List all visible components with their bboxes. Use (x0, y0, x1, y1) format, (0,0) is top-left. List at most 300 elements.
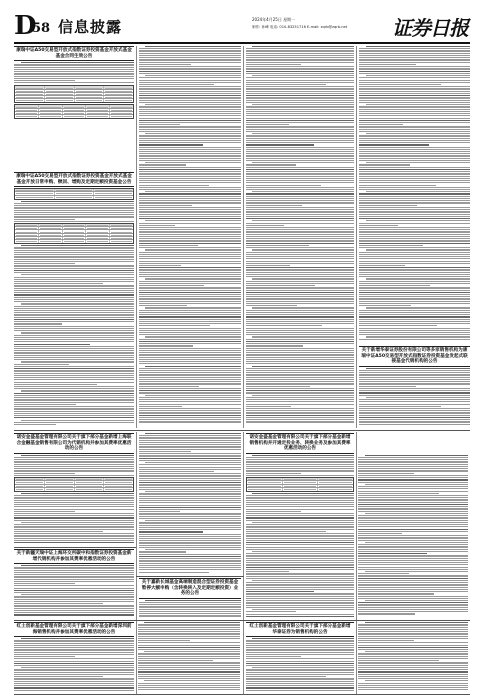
text-line (359, 377, 470, 378)
text-line (359, 334, 470, 335)
text-line (246, 535, 354, 536)
text-line (246, 475, 354, 476)
text-line (145, 75, 241, 76)
text-line (139, 120, 241, 121)
text-line (359, 223, 470, 224)
table-cell (15, 105, 39, 107)
text-line (139, 370, 241, 371)
text-line (138, 647, 240, 648)
text-line (246, 383, 354, 384)
text-line (359, 55, 470, 56)
text-line (359, 265, 405, 266)
text-line (14, 583, 75, 584)
text-line (359, 187, 470, 188)
text-line (139, 547, 241, 548)
text-line (139, 408, 241, 409)
text-line (252, 278, 354, 279)
text-line (14, 459, 134, 460)
text-line (358, 493, 439, 494)
text-line (246, 247, 354, 248)
text-line (14, 579, 134, 580)
text-line (246, 198, 354, 199)
text-line (246, 685, 354, 686)
text-line (139, 55, 241, 56)
text-line (139, 138, 241, 139)
text-line (14, 346, 134, 347)
text-line (246, 649, 354, 650)
text-line (246, 652, 354, 653)
text-line (139, 160, 241, 161)
text-line (246, 562, 354, 563)
text-line (139, 569, 241, 570)
text-line (358, 602, 468, 603)
table-cell (15, 234, 39, 236)
text-line (139, 467, 241, 468)
table-cell (110, 105, 133, 107)
table-cell (104, 96, 133, 98)
table-cell (15, 237, 39, 239)
text-line (139, 80, 241, 81)
text-line (246, 690, 354, 691)
text-line (252, 336, 354, 337)
text-line (138, 678, 240, 679)
text-line (359, 64, 416, 65)
text-line (139, 498, 241, 499)
article-body (139, 433, 241, 573)
article-body (14, 493, 134, 543)
text-line (358, 491, 468, 492)
text-line (144, 622, 240, 623)
text-line (139, 86, 241, 87)
text-line (138, 656, 240, 657)
text-line (246, 227, 354, 228)
text-line (14, 299, 134, 300)
text-line (246, 379, 354, 380)
text-line (139, 113, 241, 114)
column-divider (136, 46, 137, 428)
text-line (139, 361, 241, 362)
text-line (139, 415, 241, 416)
text-line (358, 647, 468, 648)
table-cell (86, 230, 110, 232)
text-line (139, 301, 241, 302)
text-line (14, 272, 134, 273)
text-line (359, 312, 470, 313)
text-line (139, 62, 241, 63)
text-line (139, 374, 241, 375)
text-line (359, 372, 470, 373)
text-line (139, 97, 241, 98)
text-line (139, 198, 241, 199)
text-line (359, 269, 470, 270)
column-divider (356, 46, 357, 428)
text-line (358, 604, 468, 605)
text-line (139, 292, 241, 293)
text-line (246, 593, 354, 594)
text-line (359, 316, 470, 317)
text-line (139, 511, 180, 512)
text-line (246, 332, 354, 333)
text-line (358, 596, 468, 597)
text-line (359, 374, 470, 375)
text-line (359, 173, 470, 174)
article-title: 康瑞中证A50交易型开放式指数证券投资基金开放式基金基金开放日常申购、赎回、增购及定期定额投资基金公告 (16, 174, 132, 185)
text-line (359, 216, 470, 217)
text-line (358, 645, 468, 646)
text-line (246, 372, 354, 373)
text-line (246, 576, 354, 577)
text-line (246, 506, 354, 507)
table-cell (283, 485, 319, 487)
text-line (139, 263, 241, 264)
text-line (14, 513, 134, 514)
text-line (139, 180, 241, 181)
text-line (139, 82, 241, 83)
text-line (14, 603, 103, 604)
table-cell (283, 481, 319, 483)
table-cell (75, 90, 105, 92)
text-line (246, 674, 354, 675)
table-cell (86, 109, 110, 111)
article-title: 红土创新基金管理有限公司关于旗下部分基金新增华泰证券为销售机构的公告 (249, 624, 351, 635)
text-line (359, 404, 470, 405)
text-line (359, 171, 470, 172)
table-cell (45, 478, 75, 480)
text-line (358, 506, 468, 507)
text-line (139, 567, 241, 568)
text-line (358, 533, 402, 534)
text-line (138, 629, 240, 630)
text-line (14, 219, 75, 220)
table-cell (15, 109, 39, 111)
text-line (246, 218, 354, 219)
text-line (14, 71, 134, 72)
text-line (359, 406, 441, 407)
text-line (14, 690, 134, 691)
text-line (14, 344, 90, 345)
text-line (246, 654, 354, 655)
text-line (252, 638, 354, 639)
text-line (246, 323, 354, 324)
table-cell (247, 488, 283, 491)
text-line (366, 336, 470, 337)
text-line (14, 408, 134, 409)
text-line (246, 100, 354, 101)
text-line (139, 272, 241, 273)
text-line (359, 399, 470, 400)
text-line (145, 491, 241, 492)
text-line (139, 211, 241, 212)
text-line (246, 687, 354, 688)
text-line (139, 109, 241, 110)
text-line (246, 71, 354, 72)
text-line (246, 189, 354, 190)
text-line (358, 640, 414, 641)
text-line (14, 413, 134, 414)
text-line (139, 522, 241, 523)
text-line (21, 201, 134, 202)
table-cell (15, 478, 45, 480)
text-line (139, 314, 241, 315)
text-line (139, 440, 241, 441)
table-cell (247, 485, 283, 487)
text-line (358, 609, 468, 610)
table-cell (39, 112, 63, 114)
table-row (15, 240, 133, 243)
text-line (358, 515, 468, 516)
text-line (359, 325, 437, 326)
text-line (359, 193, 470, 194)
table-cell (75, 478, 105, 480)
text-line (145, 46, 241, 47)
text-line (139, 144, 203, 145)
table-cell (110, 234, 133, 236)
table-cell (63, 227, 87, 229)
text-line (252, 75, 354, 76)
table-cell (63, 109, 87, 111)
text-line (359, 290, 470, 291)
text-line (14, 384, 97, 385)
article-tianrui-carbon (14, 549, 134, 619)
text-line (14, 645, 134, 646)
article-body (138, 622, 240, 690)
table-cell (86, 112, 110, 114)
text-line (246, 614, 354, 615)
text-line (246, 113, 354, 114)
text-line (139, 283, 241, 284)
text-line (139, 169, 241, 170)
text-line (365, 651, 468, 652)
table-cell (45, 90, 75, 92)
text-line (14, 323, 62, 324)
text-line (139, 59, 241, 60)
text-line (359, 66, 470, 67)
text-line (359, 227, 470, 228)
text-line (139, 460, 241, 461)
text-line (246, 410, 354, 411)
text-line (139, 421, 241, 422)
text-line (139, 84, 214, 85)
text-line (139, 399, 241, 400)
text-line (14, 649, 134, 650)
text-line (145, 395, 241, 396)
text-line (358, 642, 468, 643)
text-line (246, 558, 354, 559)
text-line (246, 120, 354, 121)
text-line (14, 502, 134, 503)
table-cell (86, 224, 110, 226)
text-line (359, 272, 470, 273)
text-line (246, 678, 354, 679)
text-line (246, 68, 354, 69)
table-cell (15, 86, 45, 88)
text-line (359, 140, 470, 141)
text-line (359, 252, 470, 253)
text-line (358, 636, 468, 637)
text-line (139, 254, 241, 255)
text-line (14, 504, 134, 505)
text-line (139, 531, 203, 532)
text-line (14, 576, 134, 577)
text-line (359, 160, 470, 161)
text-line (252, 133, 354, 134)
text-line (21, 455, 134, 456)
text-line (252, 395, 354, 396)
text-line (359, 424, 470, 425)
text-line (139, 126, 241, 127)
text-line (14, 592, 134, 593)
article-nuoan-agents (246, 433, 470, 619)
text-line (246, 80, 354, 81)
table-cell (63, 240, 87, 243)
text-line (139, 50, 241, 51)
text-line (14, 540, 134, 541)
text-line (358, 468, 468, 469)
text-line (359, 388, 470, 389)
text-line (139, 565, 241, 566)
text-line (246, 526, 354, 527)
article-body-column (359, 46, 470, 344)
text-line (139, 274, 241, 275)
data-table (14, 477, 134, 492)
text-line (14, 590, 134, 591)
text-line (14, 310, 134, 311)
text-line (14, 567, 134, 568)
text-line (359, 292, 470, 293)
text-line (14, 497, 134, 498)
text-line (139, 615, 241, 616)
text-line (246, 517, 354, 518)
text-line (145, 162, 241, 163)
text-line (21, 667, 134, 668)
text-line (14, 570, 134, 571)
text-line (139, 484, 241, 485)
text-line (138, 665, 240, 666)
text-line (359, 100, 470, 101)
text-line (358, 593, 434, 594)
text-line (366, 307, 470, 308)
text-line (246, 388, 354, 389)
text-line (358, 473, 414, 474)
text-line (359, 82, 470, 83)
text-line (246, 231, 354, 232)
text-line (246, 144, 314, 145)
text-line (139, 267, 241, 268)
text-line (139, 281, 241, 282)
text-line (246, 656, 301, 657)
text-line (246, 406, 291, 407)
text-line (359, 319, 470, 320)
text-line (246, 236, 354, 237)
text-line (252, 104, 354, 105)
table-cell (110, 115, 133, 118)
text-line (139, 609, 241, 610)
text-line (139, 354, 241, 355)
article-body-column (246, 46, 354, 428)
table-cell (39, 109, 63, 111)
text-line (14, 678, 134, 679)
table-cell (104, 481, 133, 483)
text-line (246, 466, 354, 467)
text-line (21, 565, 134, 566)
article-body (14, 62, 134, 83)
text-line (21, 594, 134, 595)
table-cell (63, 237, 87, 239)
masthead (14, 12, 470, 42)
text-line (358, 676, 468, 677)
text-line (139, 464, 241, 465)
text-line (14, 330, 134, 331)
text-line (139, 290, 241, 291)
article-title: 关于新疆天瑞中证上海环交所碳中和指数证券投资基金新增代销机构并参加其费率优惠活动的公告 (16, 551, 132, 562)
text-line (358, 582, 468, 583)
table-cell (45, 96, 75, 98)
text-line (14, 67, 134, 68)
text-line (14, 457, 134, 458)
text-line (246, 509, 354, 510)
text-line (14, 506, 134, 507)
text-line (139, 167, 241, 168)
text-line (139, 453, 241, 454)
text-line (358, 464, 468, 465)
text-line (246, 205, 302, 206)
text-line (252, 493, 354, 494)
text-line (358, 558, 468, 559)
text-line (246, 640, 354, 641)
text-line (252, 609, 354, 610)
table-cell (86, 234, 110, 236)
text-line (359, 301, 470, 302)
contact-line: 制作: 孙峰 电话: 010-83251716 E-mail: zqrb@zqrb.net (252, 25, 348, 29)
text-line (246, 502, 354, 503)
text-line (14, 359, 134, 360)
text-line (139, 64, 191, 65)
text-line (246, 596, 354, 597)
data-table (14, 188, 134, 200)
table-cell (75, 485, 105, 487)
text-line (359, 381, 470, 382)
text-line (358, 662, 468, 663)
text-line (139, 48, 241, 49)
text-line (246, 515, 354, 516)
text-line (14, 535, 134, 536)
text-line (14, 524, 134, 525)
text-line (359, 207, 470, 208)
text-line (138, 667, 240, 668)
text-line (246, 292, 354, 293)
text-line (359, 109, 470, 110)
text-line (246, 377, 354, 378)
text-line (14, 511, 75, 512)
text-line (359, 209, 470, 210)
text-line (359, 149, 470, 150)
text-line (138, 683, 240, 684)
text-line (14, 608, 134, 609)
text-line (246, 245, 309, 246)
text-line (359, 135, 470, 136)
text-line (246, 48, 354, 49)
text-line (246, 470, 354, 471)
text-line (359, 211, 470, 212)
text-line (246, 421, 354, 422)
text-line (359, 126, 470, 127)
text-line (139, 487, 241, 488)
text-line (246, 211, 354, 212)
text-line (139, 147, 241, 148)
text-line (359, 62, 470, 63)
text-line (358, 584, 468, 585)
text-line (139, 209, 241, 210)
